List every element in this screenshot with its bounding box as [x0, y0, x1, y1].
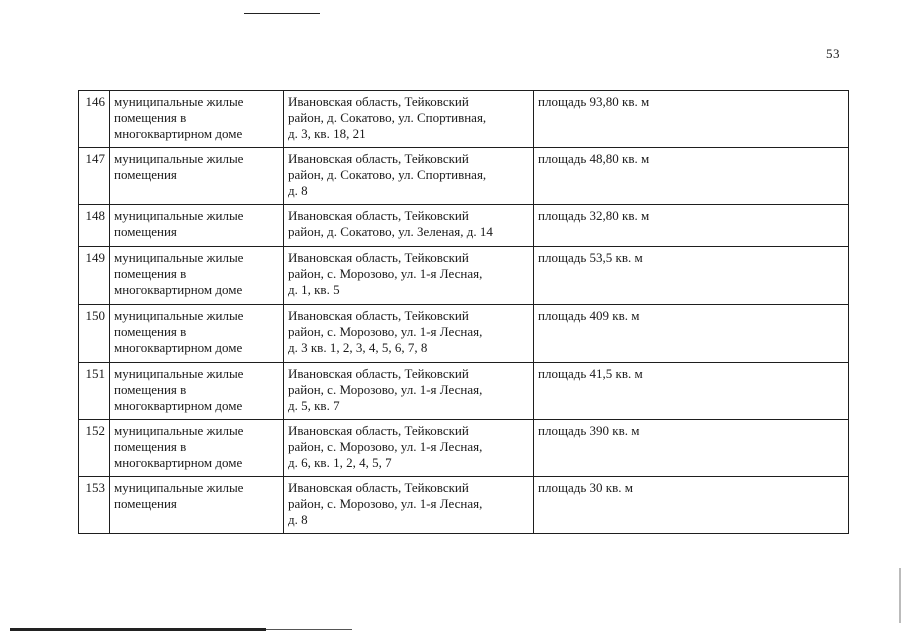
address-line: д. 1, кв. 5 — [288, 282, 340, 297]
area-cell: площадь 32,80 кв. м — [534, 205, 849, 247]
property-type-line: многоквартирном доме — [114, 282, 243, 297]
table-row — [79, 477, 849, 534]
address-line: район, д. Сокатово, ул. Спортивная, — [288, 167, 487, 182]
area-cell: площадь 30 кв. м — [534, 477, 849, 534]
top-rule-mark — [244, 13, 320, 14]
address-cell — [284, 91, 534, 148]
property-type-cell — [110, 420, 284, 477]
property-type-line: муниципальные жилые — [114, 480, 244, 495]
address-line: д. 6, кв. 1, 2, 4, 5, 7 — [288, 455, 392, 470]
row-number: 150 — [79, 305, 110, 363]
address-line: д. 8 — [288, 183, 308, 198]
bottom-scan-rule-thin — [266, 629, 352, 630]
address-cell — [284, 363, 534, 420]
property-type-cell — [110, 205, 284, 247]
address-line: Ивановская область, Тейковский — [288, 423, 469, 438]
row-number: 146 — [79, 91, 110, 148]
address-line: д. 8 — [288, 512, 308, 527]
property-type-line: многоквартирном доме — [114, 126, 243, 141]
address-line: Ивановская область, Тейковский — [288, 480, 469, 495]
property-type-line: помещения в — [114, 439, 187, 454]
address-line: район, с. Морозово, ул. 1-я Лесная, — [288, 266, 483, 281]
table-row — [79, 247, 849, 305]
address-cell — [284, 477, 534, 534]
table-body — [79, 91, 849, 534]
address-line: Ивановская область, Тейковский — [288, 366, 469, 381]
table-row — [79, 205, 849, 247]
area-cell: площадь 41,5 кв. м — [534, 363, 849, 420]
scan-edge-mark — [899, 568, 901, 623]
property-type-line: многоквартирном доме — [114, 455, 243, 470]
table-row — [79, 91, 849, 148]
row-number: 149 — [79, 247, 110, 305]
row-number: 151 — [79, 363, 110, 420]
address-line: Ивановская область, Тейковский — [288, 308, 469, 323]
property-type-line: помещения в — [114, 324, 187, 339]
property-type-cell — [110, 305, 284, 363]
property-type-line: муниципальные жилые — [114, 208, 244, 223]
row-number: 148 — [79, 205, 110, 247]
address-line: район, с. Морозово, ул. 1-я Лесная, — [288, 496, 483, 511]
property-type-cell — [110, 247, 284, 305]
bottom-scan-rule — [10, 628, 266, 631]
area-cell: площадь 390 кв. м — [534, 420, 849, 477]
address-line: Ивановская область, Тейковский — [288, 208, 469, 223]
area-cell: площадь 53,5 кв. м — [534, 247, 849, 305]
address-line: д. 3, кв. 18, 21 — [288, 126, 366, 141]
property-type-line: помещения — [114, 167, 177, 182]
address-line: Ивановская область, Тейковский — [288, 94, 469, 109]
address-cell — [284, 148, 534, 205]
property-type-line: многоквартирном доме — [114, 340, 243, 355]
address-line: Ивановская область, Тейковский — [288, 151, 469, 166]
property-table — [78, 90, 849, 534]
row-number: 152 — [79, 420, 110, 477]
table-row — [79, 420, 849, 477]
address-cell — [284, 205, 534, 247]
page-number: 53 — [826, 46, 840, 61]
address-line: Ивановская область, Тейковский — [288, 250, 469, 265]
address-line: район, с. Морозово, ул. 1-я Лесная, — [288, 439, 483, 454]
property-type-line: помещения в — [114, 110, 187, 125]
address-cell — [284, 247, 534, 305]
property-type-line: помещения — [114, 496, 177, 511]
table-row — [79, 305, 849, 363]
property-type-cell — [110, 91, 284, 148]
property-type-line: муниципальные жилые — [114, 94, 244, 109]
address-line: д. 5, кв. 7 — [288, 398, 340, 413]
property-type-line: муниципальные жилые — [114, 423, 244, 438]
table-row — [79, 363, 849, 420]
property-type-line: помещения — [114, 224, 177, 239]
property-type-line: муниципальные жилые — [114, 308, 244, 323]
property-type-line: помещения в — [114, 266, 187, 281]
address-cell — [284, 420, 534, 477]
address-line: район, д. Сокатово, ул. Зеленая, д. 14 — [288, 224, 493, 239]
property-type-line: помещения в — [114, 382, 187, 397]
area-cell: площадь 93,80 кв. м — [534, 91, 849, 148]
address-line: район, с. Морозово, ул. 1-я Лесная, — [288, 324, 483, 339]
address-line: район, д. Сокатово, ул. Спортивная, — [288, 110, 487, 125]
property-type-line: муниципальные жилые — [114, 151, 244, 166]
property-type-line: муниципальные жилые — [114, 250, 244, 265]
area-cell: площадь 48,80 кв. м — [534, 148, 849, 205]
address-cell — [284, 305, 534, 363]
row-number: 147 — [79, 148, 110, 205]
row-number: 153 — [79, 477, 110, 534]
table-row — [79, 148, 849, 205]
property-type-line: муниципальные жилые — [114, 366, 244, 381]
property-type-cell — [110, 148, 284, 205]
address-line: д. 3 кв. 1, 2, 3, 4, 5, 6, 7, 8 — [288, 340, 428, 355]
property-type-cell — [110, 477, 284, 534]
property-type-cell — [110, 363, 284, 420]
property-type-line: многоквартирном доме — [114, 398, 243, 413]
area-cell: площадь 409 кв. м — [534, 305, 849, 363]
address-line: район, с. Морозово, ул. 1-я Лесная, — [288, 382, 483, 397]
